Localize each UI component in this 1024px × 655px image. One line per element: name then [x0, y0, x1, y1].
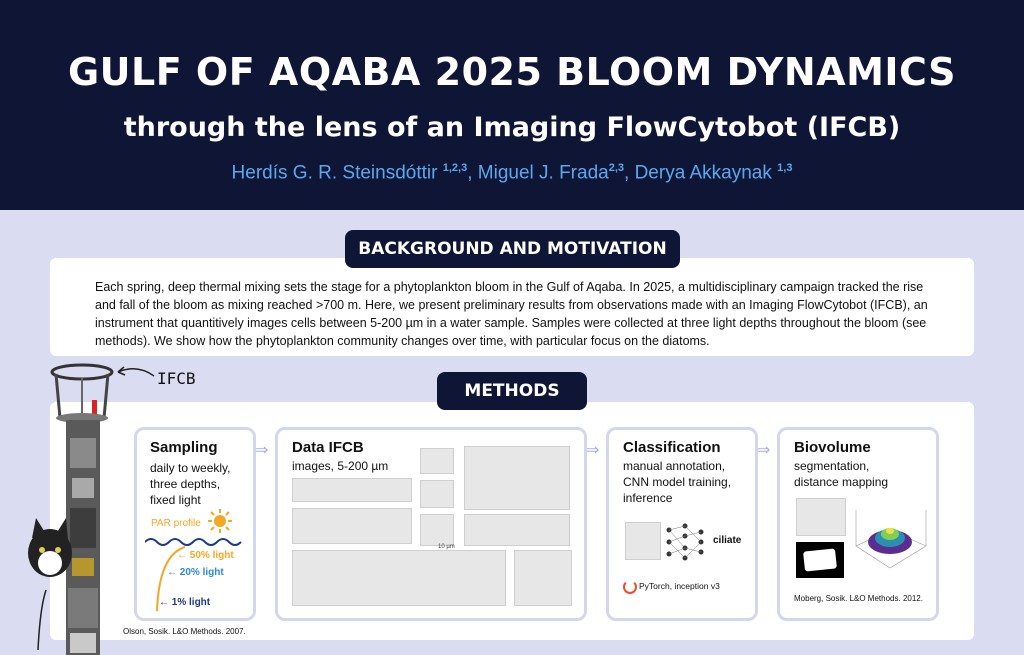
data-ifcb-card [275, 427, 587, 621]
author-name: Derya Akkaynak [634, 162, 772, 184]
dinoflagellate-image [292, 508, 412, 544]
background-heading: BACKGROUND AND MOTIVATION [345, 230, 680, 268]
data-ifcb-description: images, 5-200 µm [292, 459, 389, 473]
light-level-1: ← 1% light [159, 597, 211, 608]
author-list: Herdís G. R. Steinsdóttir $^{1,2,3}$, Miguel J. Frada$^{2,3}$, Derya Akkaynak $^{1,3}$ [231, 162, 793, 184]
sun-icon [207, 508, 233, 534]
classification-title: Classification [623, 439, 721, 456]
ciliate-output-label: ciliate [713, 535, 742, 546]
par-profile-label: PAR profile [151, 518, 201, 529]
biovolume-description: segmentation, distance mapping [794, 459, 889, 489]
background-text: Each spring, deep thermal mixing sets the stage for a phytoplankton bloom in the Gulf of Aqaba. In 2025, a multidisciplinary campaign tracked the rise and fall of the bloom as mixing reached >700 m. Here, we present preliminary results from observations made with an Imaging FlowCytobot (IFCB), an instrument that quantitively images cells between 5-200 µm in a water sample. Samples were collected at three light depths throughout the bloom (see methods). We show how the phytoplankton community changes over time, with particular focus on the diatoms. [95, 280, 928, 348]
long-chain-image [292, 550, 506, 606]
poster-subtitle: through the lens of an Imaging FlowCytobot (IFCB) [123, 112, 901, 143]
methods-heading: METHODS [437, 372, 587, 410]
author-affiliation: 1,3 [777, 162, 793, 174]
biovolume-title: Biovolume [794, 439, 871, 456]
radiolarian-image [514, 550, 572, 606]
segmentation-mask-image [796, 542, 844, 578]
author-name: Herdís G. R. Steinsdóttir [231, 162, 438, 184]
sampling-title: Sampling [150, 439, 218, 456]
biovolume-card [777, 427, 939, 621]
header-banner [0, 0, 1024, 210]
pytorch-logo-icon [623, 580, 637, 594]
light-level-20: ← 20% light [167, 567, 224, 578]
author-affiliation: 2,3 [608, 162, 625, 174]
author-affiliation: 1,2,3 [442, 162, 468, 174]
biovolume-reference: Moberg, Sosik. L&O Methods. 2012. [794, 594, 923, 603]
cell-image-small [420, 448, 454, 474]
diatom-chain-image-2 [464, 514, 570, 546]
ifcb-instrument-illustration [20, 358, 135, 655]
scale-bar-label: 10 µm [438, 544, 455, 550]
pointer-arrow-icon [112, 362, 157, 382]
flow-arrow-icon: ⇒ [255, 442, 269, 459]
flow-arrow-icon: ⇒ [757, 442, 771, 459]
flow-arrow-icon: ⇒ [586, 442, 600, 459]
classification-card [606, 427, 758, 621]
author-name: Miguel J. Frada [477, 162, 609, 184]
classification-description: manual annotation, CNN model training, inference [623, 459, 732, 505]
cell-image-round [420, 480, 454, 508]
data-ifcb-title: Data IFCB [292, 439, 364, 456]
cell-image-dark [420, 514, 454, 546]
spiny-chain-image [464, 446, 570, 510]
distance-map-3d-plot [850, 496, 930, 580]
light-level-50: ← 50% light [177, 550, 234, 561]
sampling-description: daily to weekly, three depths, fixed light [150, 461, 231, 507]
sampling-card [134, 427, 256, 621]
pytorch-label: PyTorch, inception v3 [639, 581, 720, 591]
input-cell-image [625, 522, 661, 560]
poster-title: GULF OF AQABA 2025 BLOOM DYNAMICS [67, 50, 957, 94]
diatom-chain-image [292, 478, 412, 502]
neural-network-icon [665, 522, 709, 562]
segmentation-input-image [796, 498, 846, 536]
background-panel [50, 258, 974, 356]
sampling-reference: Olson, Sosik. L&O Methods. 2007. [123, 627, 246, 636]
ifcb-handwritten-label: IFCB [157, 369, 196, 388]
